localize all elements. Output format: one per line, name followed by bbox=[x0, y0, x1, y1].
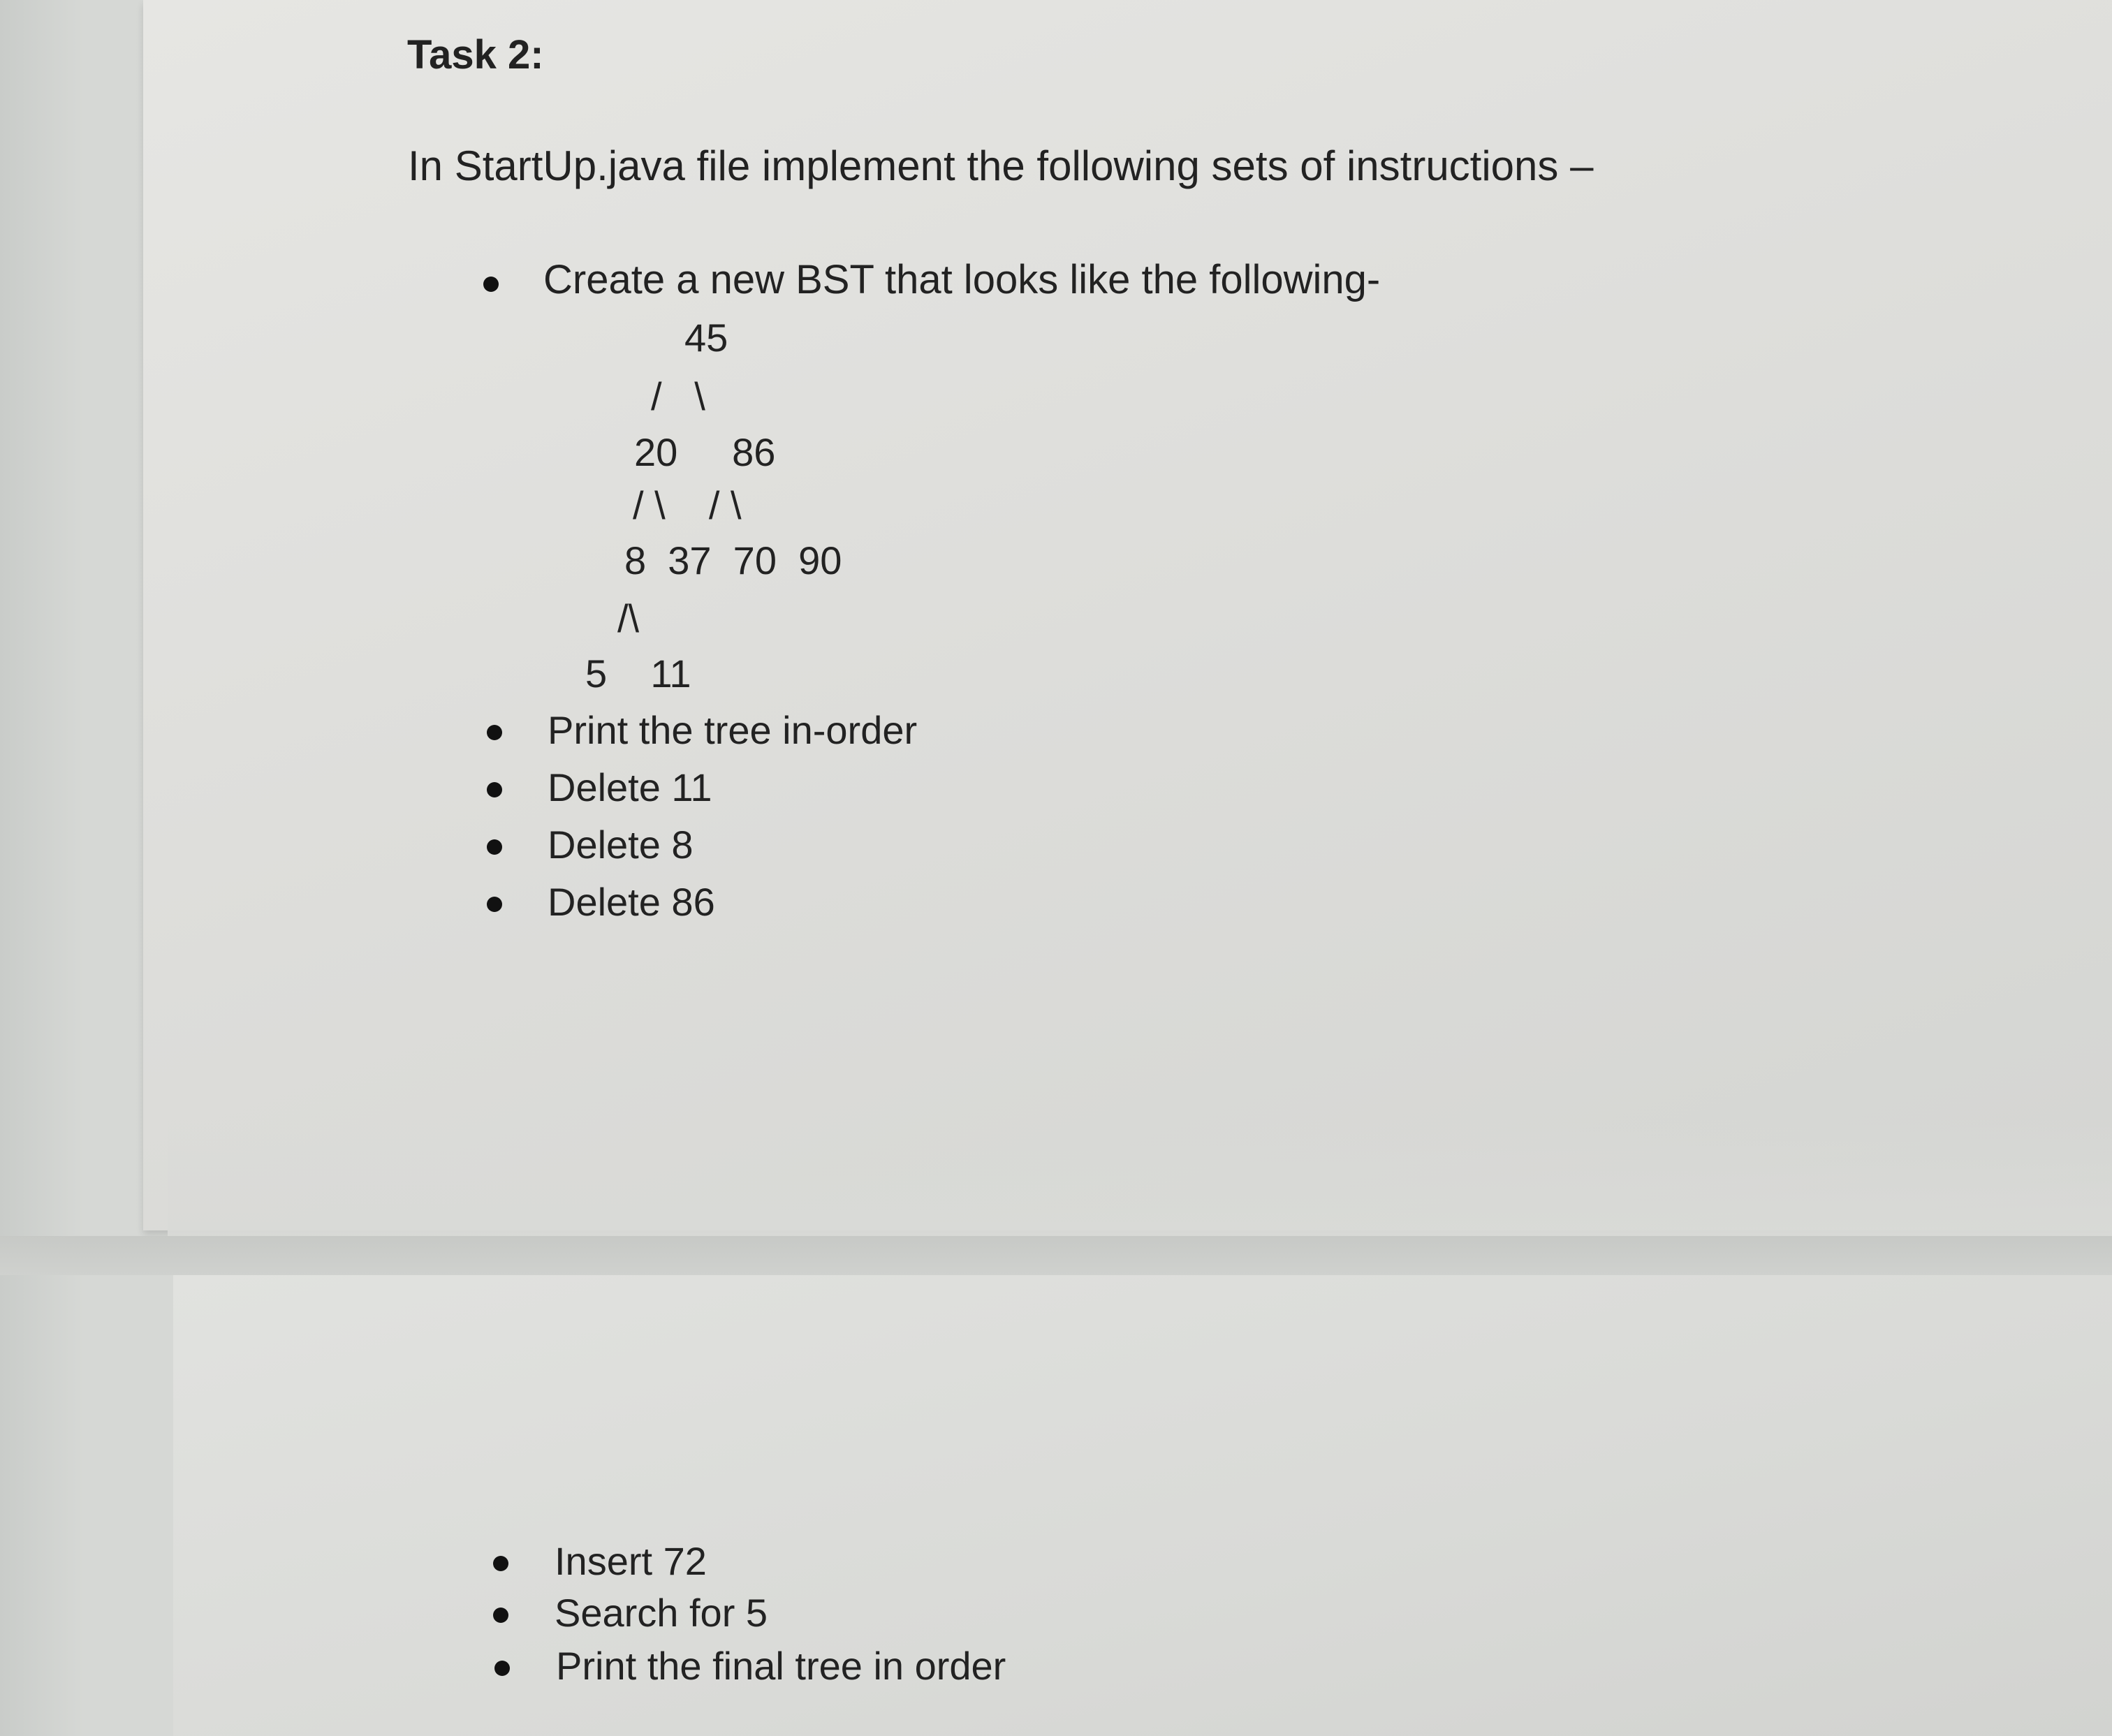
tree-branch-level-3: /\ bbox=[617, 596, 640, 640]
step-print-in-order: Print the tree in-order bbox=[548, 708, 918, 752]
bullet-icon bbox=[487, 839, 502, 855]
step-search-5: Search for 5 bbox=[555, 1591, 768, 1635]
tree-root: 45 bbox=[684, 316, 728, 360]
bullet-icon bbox=[487, 782, 502, 797]
tree-intro-text: Create a new BST that looks like the following- bbox=[543, 257, 1381, 302]
step-insert-72: Insert 72 bbox=[555, 1539, 707, 1583]
step-delete-8: Delete 8 bbox=[548, 823, 694, 867]
document-page-bottom bbox=[173, 1275, 2112, 1736]
tree-branch-level-2: / \ / \ bbox=[633, 483, 742, 527]
step-delete-86: Delete 86 bbox=[548, 880, 715, 924]
document-page-top-shade bbox=[168, 1117, 2112, 1242]
bullet-icon bbox=[487, 897, 502, 912]
tree-branch-root: / \ bbox=[651, 374, 705, 418]
intro-text: In StartUp.java file implement the following sets of instructions – bbox=[408, 142, 1594, 189]
bullet-icon bbox=[483, 277, 499, 292]
step-print-final: Print the final tree in order bbox=[556, 1644, 1006, 1688]
bullet-icon bbox=[494, 1661, 510, 1676]
task-title: Task 2: bbox=[407, 32, 544, 78]
bullet-icon bbox=[493, 1556, 508, 1571]
bullet-icon bbox=[487, 725, 502, 740]
page-gap bbox=[0, 1236, 2112, 1275]
step-delete-11: Delete 11 bbox=[548, 765, 712, 809]
bullet-icon bbox=[493, 1608, 508, 1623]
tree-level-4: 5 11 bbox=[585, 652, 691, 696]
tree-level-3: 8 37 70 90 bbox=[624, 538, 842, 582]
tree-level-2: 20 86 bbox=[634, 430, 776, 474]
